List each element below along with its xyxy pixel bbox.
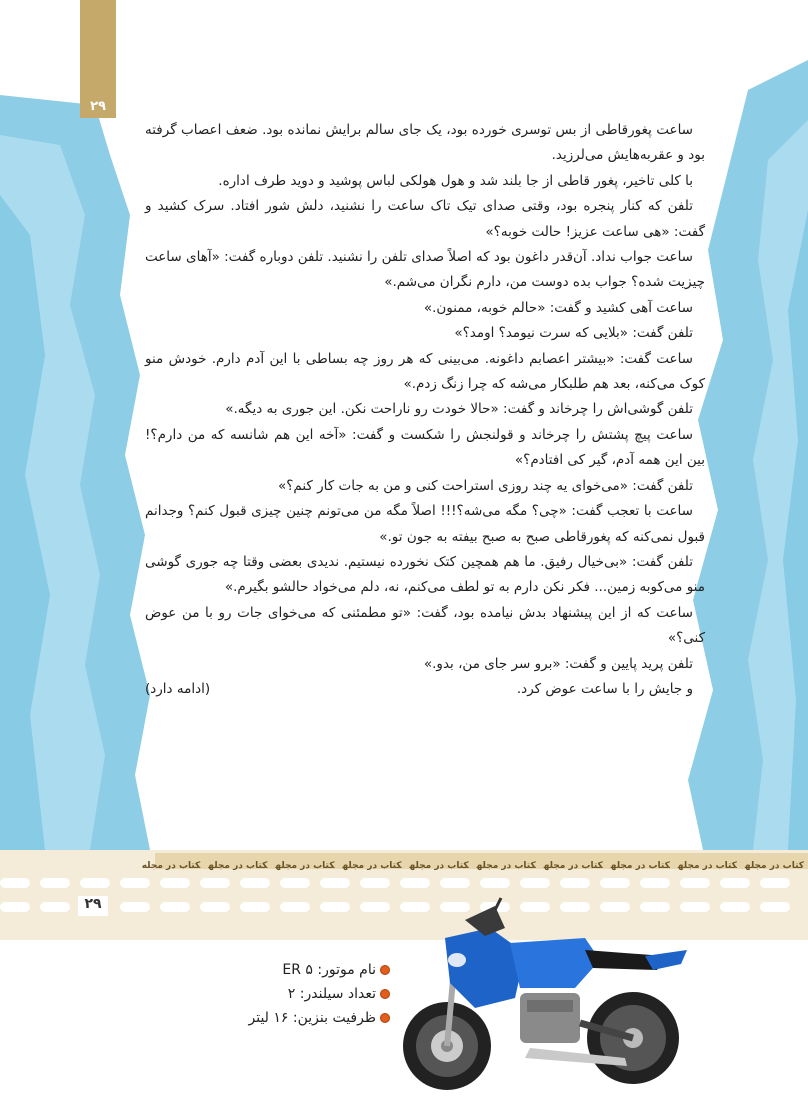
paragraph: ساعت با تعجب گفت: «چی؟ مگه می‌شه؟!!! اصلاً مگه من می‌تونم چنین چیزی قبول کنم؟ وجدانم قبول نمی‌کنه که پغورقاطی صبح به صبح بیفته به جون تو.» (145, 503, 705, 545)
paragraph: تلفن گفت: «می‌خوای یه چند روزی استراحت کنی و من به جات کار کنم؟» (277, 477, 693, 494)
spec-item (240, 982, 390, 1006)
ribbon-label: کتاب در مجله (275, 861, 335, 871)
bullet-icon (380, 989, 390, 999)
page-number-bottom: ۲۹ (78, 896, 108, 916)
ribbon-label: کتاب در مجله (409, 861, 469, 871)
paragraph: تلفن گفت: «بی‌خیال رفیق. ما هم همچین کتک نخورده نیستیم. ندیدی بعضی وقتا چه جوری گوشی منو می‌کوبه زمین... فکر نکن دارم به تو لطف می‌کنم، نه، دلم می‌خواد حالشو بگیرم.» (145, 553, 705, 596)
paragraph: تلفن گفت: «بلایی که سرت نیومد؟ اومد؟» (454, 325, 693, 342)
story-article (145, 118, 705, 702)
ribbon-label: کتاب در مجله (744, 861, 804, 871)
paragraph: تلفن گوشی‌اش را چرخاند و گفت: «حالا خودت رو ناراحت نکن. این جوری به دیگه.» (225, 401, 693, 418)
motorcycle-specs (240, 958, 390, 1030)
page-tab (80, 0, 116, 118)
film-dots-top (0, 876, 808, 890)
ribbon-label: کتاب در مجله (141, 861, 201, 871)
paragraph: تلفن پرید پایین و گفت: «برو سر جای من، بدو.» (423, 655, 693, 672)
paragraph: تلفن که کنار پنجره بود، وقتی صدای تیک تاک ساعت را نشنید، دلش شور افتاد. سرک کشید و گفت: «هی ساعت عزیز! حالت خوبه؟» (145, 198, 705, 240)
spec-text: ظرفیت بنزین: ۱۶ لیتر (248, 1010, 376, 1026)
bullet-icon (380, 1013, 390, 1023)
watercolor-right-decoration (688, 60, 808, 850)
ribbon-label: کتاب در مجله (610, 861, 670, 871)
last-sentence: و جایش را با ساعت عوض کرد. (516, 680, 693, 697)
spec-text: تعداد سیلندر: ۲ (287, 986, 376, 1002)
paragraph: ساعت آهی کشید و گفت: «حالم خوبه، ممنون.» (423, 299, 693, 316)
paragraph: ساعت پغورقاطی از بس توسری خورده بود، یک جای سالم برایش نمانده بود. ضعف اعصاب گرفته بود و عقربه‌هایش می‌لرزید. (145, 122, 705, 164)
paragraph: ساعت پیچ پشتش را چرخاند و قولنجش را شکست و گفت: «آخه این هم شانسه که من دارم؟! بین این همه آدم، گیر کی افتادم؟» (145, 426, 705, 469)
paragraph: ساعت که از این پیشنهاد بدش نیامده بود، گفت: «تو مطمئنی که می‌خوای جات رو با من عوض کنی؟» (145, 604, 705, 647)
motorcycle-image (395, 898, 695, 1093)
ribbon-label: کتاب در مجله (677, 861, 737, 871)
closing-line (145, 677, 705, 702)
ribbon-label: کتاب در مجله (476, 861, 536, 871)
ribbon-label: کتاب در مجله (543, 861, 603, 871)
spec-item (240, 958, 390, 982)
ribbon-label: کتاب در مجله (208, 861, 268, 871)
watercolor-left-decoration (0, 95, 150, 850)
ribbon-label: کتاب در مجله (342, 861, 402, 871)
paragraph: با کلی تاخیر، پغور قاطی از جا بلند شد و هول هولکی لباس پوشید و دوید طرف اداره. (218, 172, 693, 189)
paragraph: ساعت جواب نداد. آن‌قدر داغون بود که اصلاً صدای تلفن را نشنید. تلفن دوباره گفت: «آهای ساعت چیزیت شده؟ جواب بده دوست من، دارم نگران می‌شم.» (145, 249, 705, 291)
to-be-continued: (ادامه دارد) (145, 680, 211, 697)
spec-item (240, 1006, 390, 1030)
page-number-top: ۲۹ (90, 99, 106, 114)
bullet-icon (380, 965, 390, 975)
ribbon-strip (141, 853, 808, 871)
spec-text: نام موتور: ER ۵ (282, 962, 376, 978)
paragraph: ساعت گفت: «بیشتر اعصابم داغونه. می‌بینی که هر روز چه بساطی با این آدم دارم. خودش منو کوک می‌کنه، بعد هم طلبکار می‌شه که چرا زنگ زدم.» (145, 350, 705, 393)
